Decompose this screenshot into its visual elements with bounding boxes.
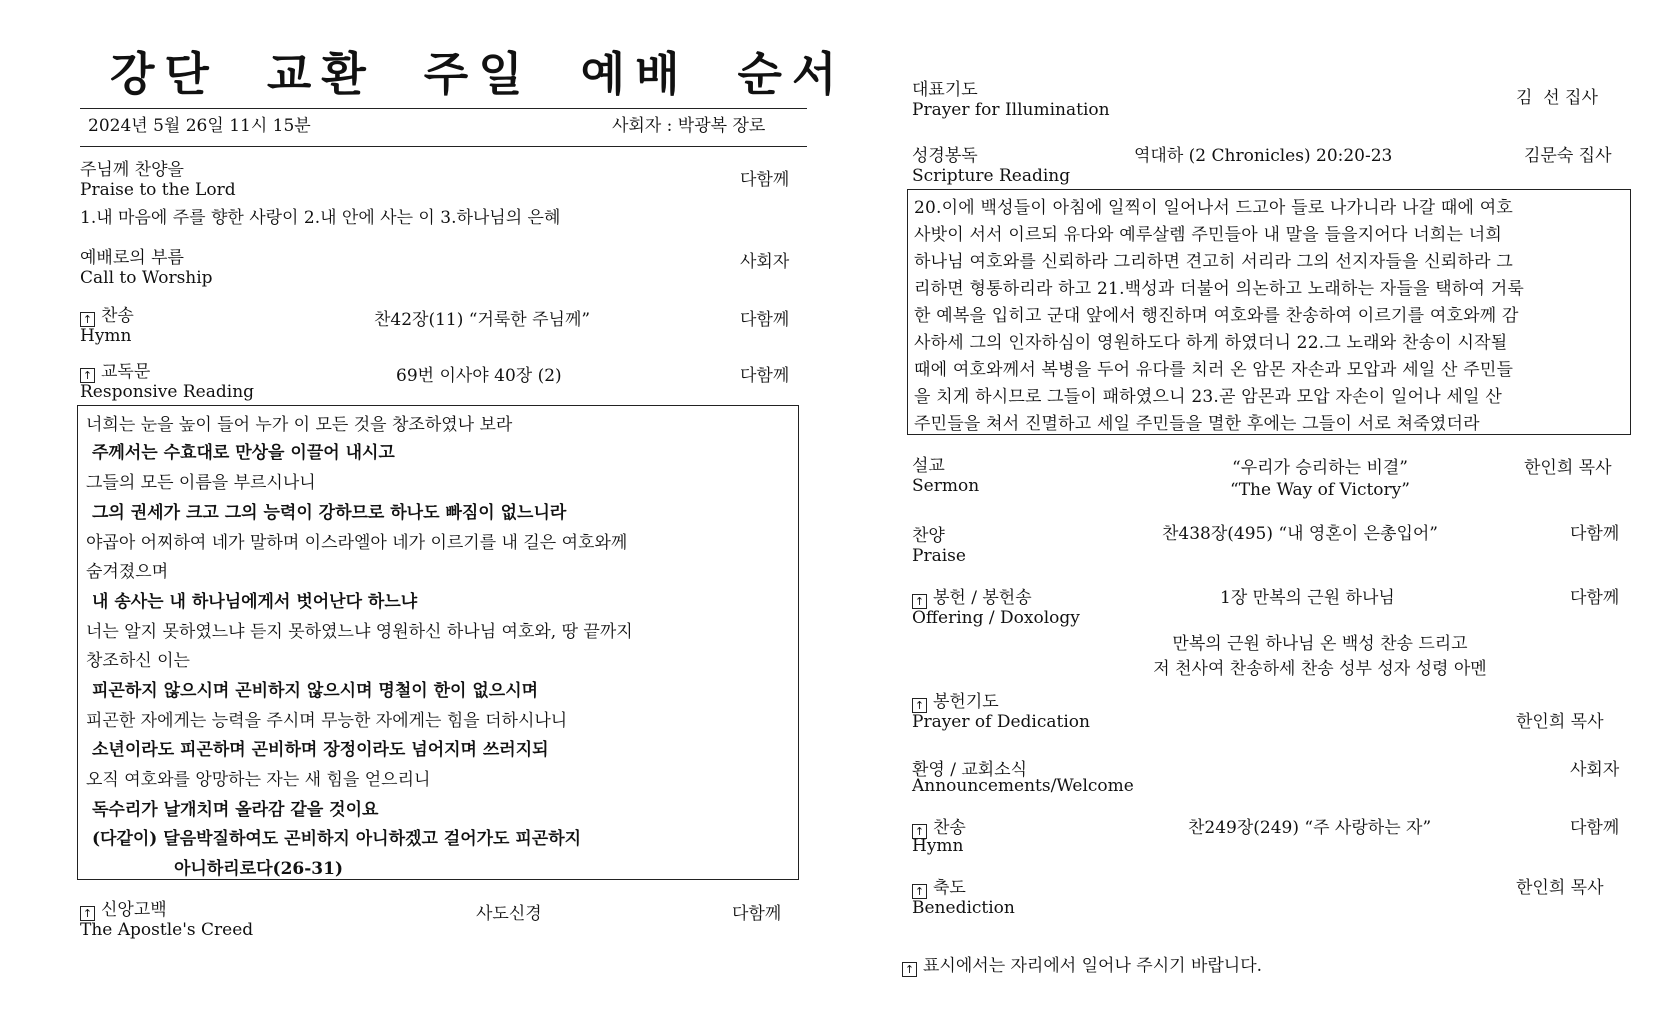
prayer-ko: 대표기도 xyxy=(912,80,978,100)
sermon-preacher: 한인희 목사 xyxy=(1524,458,1612,478)
benediction-en: Benediction xyxy=(912,898,1015,918)
responsive-reading-box xyxy=(77,405,799,880)
doxology-line: 저 천사여 찬송하세 찬송 성부 성자 성령 아멘 xyxy=(1153,659,1487,679)
scripture-line: 을 치게 하시므로 그들이 패하였으니 23.곧 암몬과 모압 자손이 일어나 세일 산 xyxy=(914,387,1502,407)
hymn2-ko: 찬송 xyxy=(933,818,966,838)
hymn2-title: 찬249장(249) “주 사랑하는 자” xyxy=(1188,818,1432,838)
hymn2-en: Hymn xyxy=(912,836,964,856)
reading-ref: 69번 이사야 40장 (2) xyxy=(396,366,562,386)
stand-up-arrow-icon: ↑ xyxy=(912,824,927,839)
reading-line-people: 피곤하지 않으시며 곤비하지 않으시며 명철이 한이 없으시며 xyxy=(92,681,539,701)
reading-en: Responsive Reading xyxy=(80,382,255,402)
scripture-box xyxy=(907,189,1631,435)
reading-line-leader: 창조하신 이는 xyxy=(86,651,190,671)
reading-line-people: 그의 권세가 크고 그의 능력이 강하므로 하나도 빠짐이 없느니라 xyxy=(92,503,567,523)
benediction-ko-row xyxy=(912,878,966,899)
sermon-en: Sermon xyxy=(912,476,980,496)
praise2-ko: 찬양 xyxy=(912,526,945,546)
sermon-ko: 설교 xyxy=(912,456,945,476)
scripture-line: 20.이에 백성들이 아침에 일찍이 일어나서 드고아 들로 나가니라 나갈 때에 여호 xyxy=(914,198,1513,218)
page-title: 강단 교환 주일 예배 순서 xyxy=(110,47,847,101)
reading-line-leader: 그들의 모든 이름을 부르시나니 xyxy=(86,473,316,493)
reading-leader: 다함께 xyxy=(740,366,790,386)
sermon-title-en: “The Way of Victory” xyxy=(1230,480,1410,500)
stand-up-arrow-icon: ↑ xyxy=(902,962,917,977)
reading-line-leader: 숨겨졌으며 xyxy=(86,562,169,582)
praise-en: Praise to the Lord xyxy=(80,180,236,200)
reading-line-leader: 너는 알지 못하였느냐 듣지 못하였느냐 영원하신 하나님 여호와, 땅 끝까지 xyxy=(86,622,633,642)
reading-line-leader: 피곤한 자에게는 능력을 주시며 무능한 자에게는 힘을 더하시나니 xyxy=(86,711,568,731)
praise-ko: 주님께 찬양을 xyxy=(80,160,184,180)
praise2-en: Praise xyxy=(912,546,966,566)
scripture-ko: 성경봉독 xyxy=(912,146,978,166)
dedication-en: Prayer of Dedication xyxy=(912,712,1090,732)
header-top-rule xyxy=(80,108,807,109)
reading-line-people: 주께서는 수효대로 만상을 이끌어 내시고 xyxy=(92,443,395,463)
scripture-line: 때에 여호와께서 복병을 두어 유다를 치러 온 암몬 자손과 모압과 세일 산 주민들 xyxy=(914,360,1514,380)
offering-ko: 봉헌 / 봉헌송 xyxy=(933,588,1032,608)
reading-line-people: 독수리가 날개치며 올라감 같을 것이요 xyxy=(92,800,379,820)
dedication-leader: 한인희 목사 xyxy=(1516,712,1604,732)
hymn1-leader: 다함께 xyxy=(740,310,790,330)
hymn1-en: Hymn xyxy=(80,326,132,346)
scripture-en: Scripture Reading xyxy=(912,166,1071,186)
stand-up-arrow-icon: ↑ xyxy=(912,698,927,713)
service-date: 2024년 5월 26일 11시 15분 xyxy=(88,116,311,136)
call-ko: 예배로의 부름 xyxy=(80,248,184,268)
scripture-line: 사하세 그의 인자하심이 영원하도다 하게 하였더니 22.그 노래와 찬송이 시작될 xyxy=(914,333,1508,353)
creed-title: 사도신경 xyxy=(476,904,542,924)
creed-leader: 다함께 xyxy=(732,904,782,924)
reading-ko-row xyxy=(80,362,150,383)
footnote-text: 표시에서는 자리에서 일어나 주시기 바랍니다. xyxy=(923,956,1263,976)
praise2-leader: 다함께 xyxy=(1570,524,1620,544)
doxology-line: 만복의 근원 하나님 온 백성 찬송 드리고 xyxy=(1172,634,1468,654)
prayer-en: Prayer for Illumination xyxy=(912,100,1110,120)
sermon-title-ko: “우리가 승리하는 비결” xyxy=(1232,458,1408,478)
stand-footnote xyxy=(902,956,1262,977)
reading-line-people: 내 송사는 내 하나님에게서 벗어난다 하느냐 xyxy=(92,592,418,612)
reading-line-leader: 너희는 눈을 높이 들어 누가 이 모든 것을 창조하였나 보라 xyxy=(86,415,513,435)
reading-line-people: 소년이라도 피곤하며 곤비하며 장정이라도 넘어지며 쓰러지되 xyxy=(92,740,549,760)
presider: 사회자 : 박광복 장로 xyxy=(612,116,766,136)
creed-ko-row xyxy=(80,900,167,921)
scripture-line: 리하면 형통하리라 하고 21.백성과 더불어 의논하고 노래하는 자들을 택하여 거룩 xyxy=(914,279,1524,299)
benediction-leader: 한인희 목사 xyxy=(1516,878,1604,898)
scripture-ref: 역대하 (2 Chronicles) 20:20-23 xyxy=(1134,146,1393,166)
hymn2-leader: 다함께 xyxy=(1570,818,1620,838)
call-en: Call to Worship xyxy=(80,268,213,288)
hymn1-ko: 찬송 xyxy=(101,306,134,326)
creed-ko: 신앙고백 xyxy=(101,900,167,920)
offering-leader: 다함께 xyxy=(1570,588,1620,608)
offering-en: Offering / Doxology xyxy=(912,608,1080,628)
hymn1-ko-row xyxy=(80,306,134,327)
hymn1-title: 찬42장(11) “거룩한 주님께” xyxy=(374,310,591,330)
scripture-reader: 김문숙 집사 xyxy=(1524,146,1612,166)
dedication-ko-row xyxy=(912,692,999,713)
reading-line-leader: 야곱아 어찌하여 네가 말하며 이스라엘아 네가 이르기를 내 길은 여호와께 xyxy=(86,533,628,553)
announce-leader: 사회자 xyxy=(1570,760,1620,780)
stand-up-arrow-icon: ↑ xyxy=(80,906,95,921)
stand-up-arrow-icon: ↑ xyxy=(80,312,95,327)
reading-ko: 교독문 xyxy=(101,362,151,382)
praise-songs: 1.내 마음에 주를 향한 사랑이 2.내 안에 사는 이 3.하나님의 은혜 xyxy=(80,208,561,228)
praise2-title: 찬438장(495) “내 영혼이 은총입어” xyxy=(1162,524,1438,544)
offering-ko-row xyxy=(912,588,1032,609)
offering-hymn: 1장 만복의 근원 하나님 xyxy=(1220,588,1395,608)
announce-ko: 환영 / 교회소식 xyxy=(912,760,1028,780)
scripture-line: 주민들을 쳐서 진멸하고 세일 주민들을 멸한 후에는 그들이 서로 쳐죽였더라 xyxy=(914,414,1480,434)
stand-up-arrow-icon: ↑ xyxy=(912,594,927,609)
stand-up-arrow-icon: ↑ xyxy=(912,884,927,899)
prayer-leader: 김 선 집사 xyxy=(1516,88,1598,108)
header-bottom-rule xyxy=(80,146,807,147)
scripture-line: 사밧이 서서 이르되 유다와 예루살렘 주민들아 내 말을 들을지어다 너희는 너희 xyxy=(914,225,1502,245)
creed-en: The Apostle's Creed xyxy=(80,920,254,940)
dedication-ko: 봉헌기도 xyxy=(933,692,999,712)
announce-en: Announcements/Welcome xyxy=(912,776,1134,796)
call-leader: 사회자 xyxy=(740,252,790,272)
reading-line-leader: 오직 여호와를 앙망하는 자는 새 힘을 얻으리니 xyxy=(86,770,431,790)
benediction-ko: 축도 xyxy=(933,878,966,898)
scripture-line: 한 예복을 입히고 군대 앞에서 행진하며 여호와를 찬송하여 이르기를 여호와께 감 xyxy=(914,306,1519,326)
stand-up-arrow-icon: ↑ xyxy=(80,368,95,383)
reading-line-all: (다같이) 달음박질하여도 곤비하지 아니하겠고 걸어가도 피곤하지 xyxy=(92,829,582,849)
scripture-line: 하나님 여호와를 신뢰하라 그리하면 견고히 서리라 그의 선지자들을 신뢰하라 그 xyxy=(914,252,1513,272)
praise-leader: 다함께 xyxy=(740,170,790,190)
reading-line-all: 아니하리로다(26-31) xyxy=(174,859,343,879)
